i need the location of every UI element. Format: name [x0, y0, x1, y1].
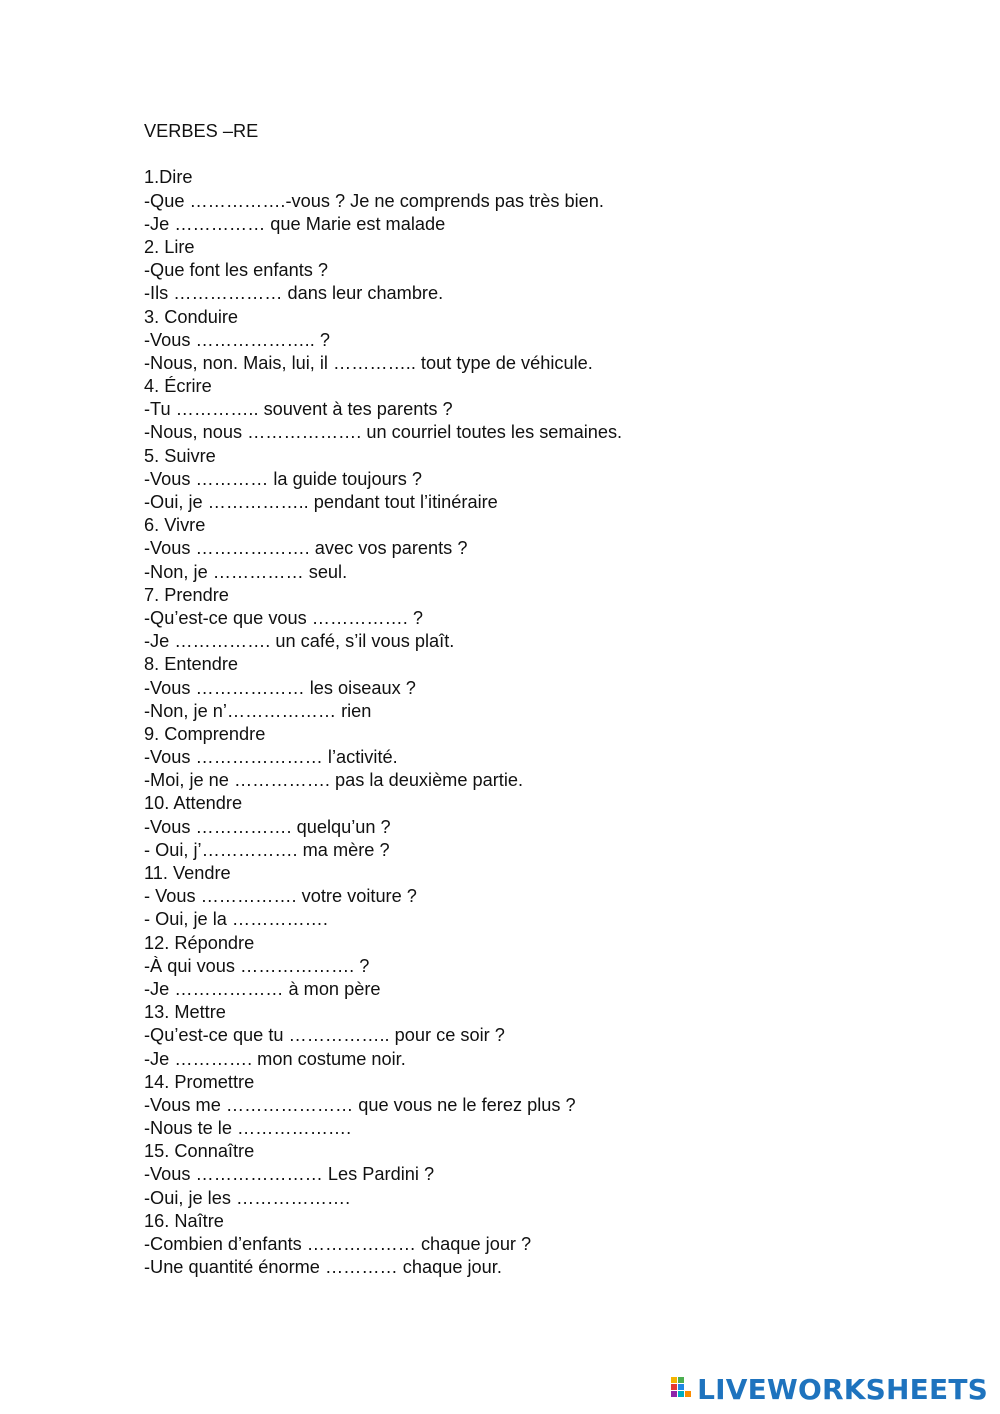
exercise-sentence: -Je ……………… à mon père — [144, 978, 381, 999]
exercise-sentence: -Que …………….-vous ? Je ne comprends pas très bien. — [144, 190, 604, 211]
exercise-sentence: -Non, je …………… seul. — [144, 561, 348, 582]
exercise-sentence: -Vous ……………… les oiseaux ? — [144, 677, 416, 698]
liveworksheets-logo-icon — [671, 1377, 695, 1401]
exercise-sentence: -Vous ………………… l’activité. — [144, 747, 398, 768]
verb-heading: 3. Conduire — [144, 306, 239, 327]
exercise-sentence: -Vous ………………… Les Pardini ? — [144, 1164, 435, 1185]
exercise-sentence: -Nous te le ………………. — [144, 1118, 352, 1139]
verb-heading: 7. Prendre — [144, 584, 229, 605]
verb-heading: 11. Vendre — [144, 863, 231, 883]
liveworksheets-brand: LIVEWORKSHEETS — [697, 1372, 988, 1406]
verb-heading: 1.Dire — [144, 167, 193, 188]
exercise-sentence: -Vous ……………. quelqu’un ? — [144, 816, 391, 837]
verb-heading: 16. Naître — [144, 1210, 224, 1231]
exercise-sentence: -À qui vous ………………. ? — [144, 955, 370, 976]
exercise-sentence: -Vous ……………….. ? — [144, 329, 330, 350]
exercise-sentence: -Tu ………….. souvent à tes parents ? — [144, 399, 453, 420]
verb-heading: 10. Attendre — [144, 793, 243, 814]
exercise-sentence: -Que font les enfants ? — [144, 260, 329, 281]
verb-heading: 5. Suivre — [144, 445, 216, 466]
exercise-sentence: -Qu’est-ce que tu …………….. pour ce soir ? — [144, 1025, 505, 1046]
exercise-sentence: - Vous ……………. votre voiture ? — [144, 886, 417, 907]
verb-heading: 8. Entendre — [144, 654, 239, 675]
verb-heading: 4. Écrire — [144, 376, 212, 397]
liveworksheets-watermark — [671, 1374, 988, 1404]
exercise-sentence: -Ils ……………… dans leur chambre. — [144, 283, 444, 304]
exercise-sentence: -Vous me ………………… que vous ne le ferez plus ? — [144, 1094, 576, 1115]
worksheet — [144, 120, 944, 1279]
verb-heading: 2. Lire — [144, 236, 195, 257]
verb-heading: 15. Connaître — [144, 1141, 255, 1162]
exercise-sentence: - Oui, je la ……………. — [144, 909, 328, 930]
exercise-sentence: -Oui, je les ………………. — [144, 1187, 351, 1208]
verb-heading: 12. Répondre — [144, 932, 255, 953]
exercise-sentence: -Oui, je …………….. pendant tout l’itinéraire — [144, 492, 498, 512]
exercise-sentence: -Moi, je ne ……………. pas la deuxième partie. — [144, 770, 524, 791]
exercise-sentence: -Je ……………. un café, s’il vous plaît. — [144, 631, 455, 652]
verb-heading: 6. Vivre — [144, 515, 206, 536]
exercise-sentence: -Nous, non. Mais, lui, il ………….. tout type de véhicule. — [144, 352, 593, 373]
exercise-sentence: -Nous, nous ………………. un courriel toutes les semaines. — [144, 422, 623, 443]
exercise-sentence: -Vous ………… la guide toujours ? — [144, 468, 422, 489]
exercise-sentence: -Qu’est-ce que vous ……………. ? — [144, 607, 423, 628]
exercise-lines — [144, 166, 944, 1279]
verb-heading: 13. Mettre — [144, 1002, 226, 1023]
exercise-sentence: -Je …………. mon costume noir. — [144, 1048, 406, 1069]
exercise-sentence: -Vous ………………. avec vos parents ? — [144, 538, 468, 559]
exercise-sentence: -Une quantité énorme ………… chaque jour. — [144, 1257, 502, 1278]
exercise-sentence: -Je …………… que Marie est malade — [144, 213, 446, 234]
exercise-sentence: -Non, je n’……………… rien — [144, 700, 372, 721]
verb-heading: 9. Comprendre — [144, 723, 266, 744]
worksheet-title: VERBES –RE — [144, 121, 259, 141]
verb-heading: 14. Promettre — [144, 1071, 255, 1092]
exercise-sentence: - Oui, j’……………. ma mère ? — [144, 839, 390, 860]
exercise-sentence: -Combien d’enfants ……………… chaque jour ? — [144, 1234, 532, 1254]
